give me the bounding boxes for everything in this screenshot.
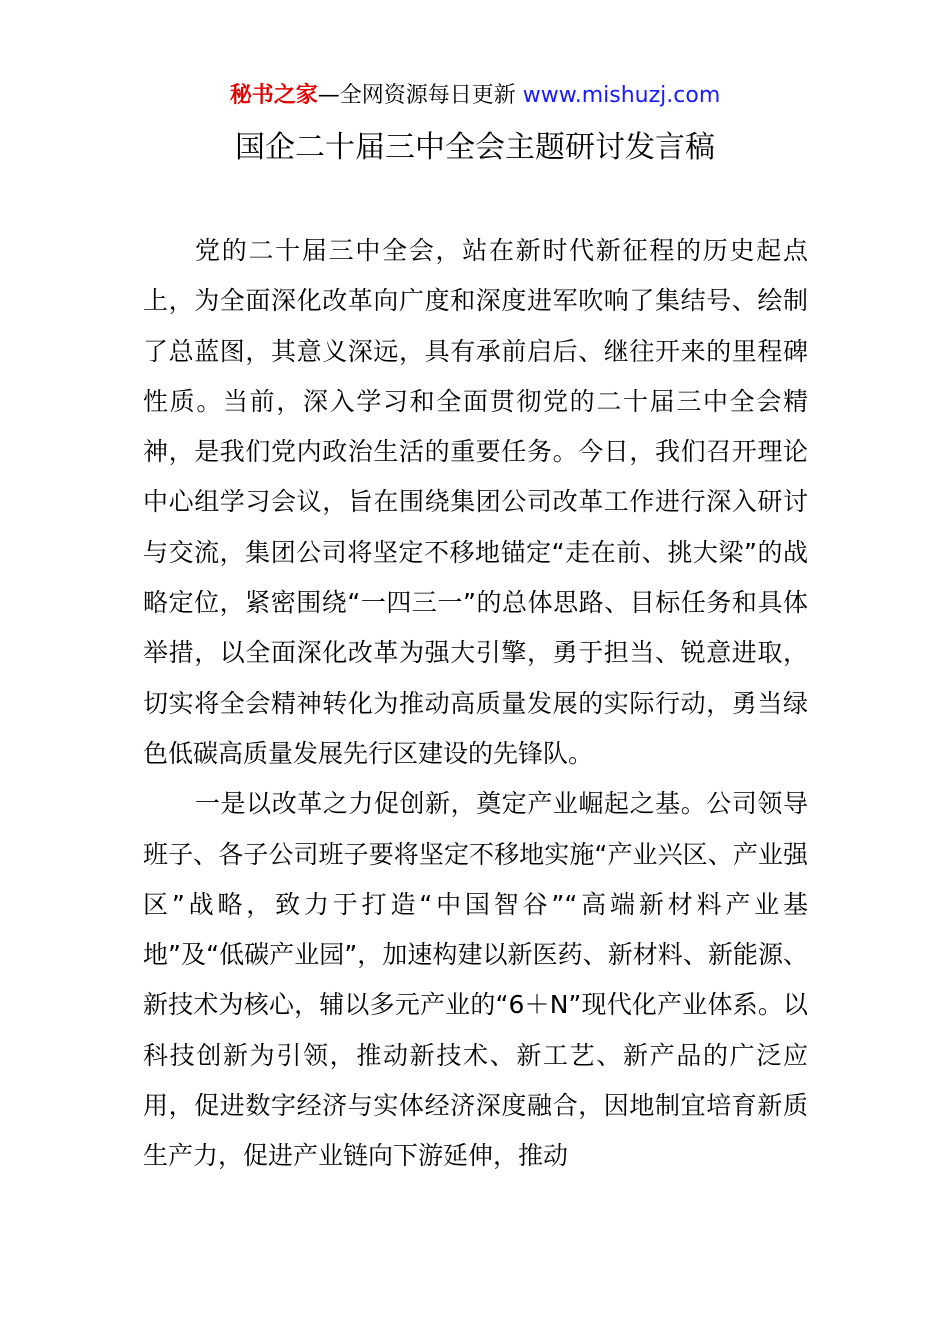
paragraph-point-one: 一是以改革之力促创新，奠定产业崛起之基。公司领导班子、各子公司班子要将坚定不移地实施“产业兴区、产业强区”战略，致力于打造“中国智谷”“高端新材料产业基地”及“低碳产业园”，加速构建以新医药、新材料、新能源、新技术为核心，辅以多元产业的“6＋N”现代化产业体系。以科技创新为引领，推动新技术、新工艺、新产品的广泛应用，促进数字经济与实体经济深度融合，因地制宜培育新质生产力，促进产业链向下游延伸，推动 — [143, 789, 808, 1171]
paragraph-intro: 党的二十届三中全会，站在新时代新征程的历史起点上，为全面深化改革向广度和深度进军吹响了集结号、绘制了总蓝图，其意义深远，具有承前启后、继往开来的里程碑性质。当前，深入学习和全面贯彻党的二十届三中全会精神，是我们党内政治生活的重要任务。今日，我们召开理论中心组学习会议，旨在围绕集团公司改革工作进行深入研讨与交流，集团公司将坚定不移地锚定“走在前、挑大梁”的战略定位，紧密围绕“一四三一”的总体思路、目标任务和具体举措，以全面深化改革为强大引擎，勇于担当、锐意进取，切实将全会精神转化为推动高质量发展的实际行动，勇当绿色低碳高质量发展先行区建设的先锋队。 — [143, 236, 808, 768]
document-title: 国企二十届三中全会主题研讨发言稿 — [235, 130, 715, 165]
brand-name: 秘书之家 — [229, 83, 318, 108]
site-header — [0, 80, 950, 112]
document-body — [143, 226, 808, 1182]
header-tagline: —全网资源每日更新 — [317, 83, 523, 108]
site-url-link[interactable]: www.mishuzj.com — [522, 83, 721, 108]
